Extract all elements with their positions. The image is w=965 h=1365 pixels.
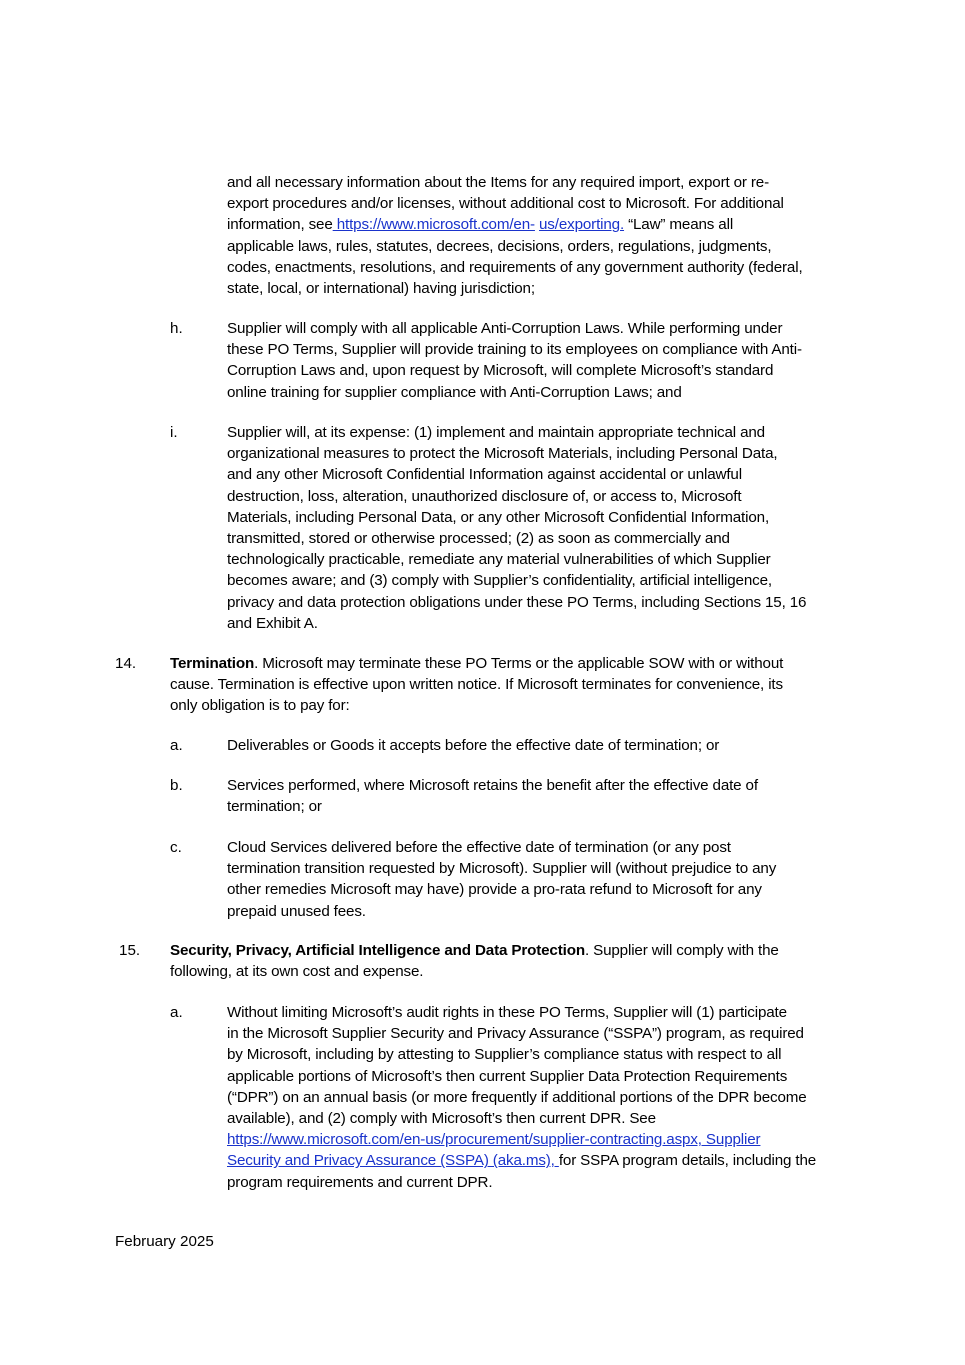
text-line: technologically practicable, remediate any material vulnerabilities of which Supplier bbox=[227, 551, 771, 569]
text-line: Cloud Services delivered before the effective date of termination (or any post bbox=[227, 839, 731, 856]
exporting-link[interactable]: https://www.microsoft.com/en- bbox=[332, 216, 535, 234]
text-line: other remedies Microsoft may have) provide a pro-rata refund to Microsoft for any bbox=[227, 881, 762, 899]
section-15-number: 15. bbox=[119, 942, 141, 959]
text-line: cause. Termination is effective upon written notice. If Microsoft terminates for convenience, its bbox=[170, 676, 783, 694]
supplier-contracting-link[interactable]: https://www.microsoft.com/en-us/procurement/supplier-contracting.aspx, Supplier bbox=[227, 1131, 761, 1149]
sspa-link[interactable]: Security and Privacy Assurance (SSPA) (aka.ms), bbox=[227, 1152, 559, 1170]
text-line bbox=[170, 653, 783, 674]
text-line: becomes aware; and (3) comply with Supplier’s confidentiality, artificial intelligence, bbox=[227, 572, 772, 590]
text-line: transmitted, stored or otherwise processed; (2) as soon as commercially and bbox=[227, 530, 730, 548]
text-line: termination transition requested by Microsoft). Supplier will (without prejudice to any bbox=[227, 860, 777, 878]
text-line bbox=[227, 214, 803, 235]
text-line bbox=[227, 1150, 816, 1171]
item-14c-marker: c. bbox=[170, 839, 182, 856]
item-h-marker: h. bbox=[170, 320, 183, 337]
text-line bbox=[170, 940, 779, 961]
exporting-link-continued[interactable]: us/exporting. bbox=[539, 216, 625, 234]
section-15-heading: Security, Privacy, Artificial Intelligence and Data Protection bbox=[170, 942, 585, 959]
text-line: Without limiting Microsoft’s audit rights in these PO Terms, Supplier will (1) participate bbox=[227, 1004, 787, 1021]
section-14-number: 14. bbox=[115, 655, 137, 672]
intro-paragraph bbox=[227, 172, 803, 299]
item-i-marker: i. bbox=[170, 424, 178, 441]
text-line: export procedures and/or licenses, without additional cost to Microsoft. For additional bbox=[227, 195, 784, 213]
text-line: destruction, loss, alteration, unauthorized disclosure of, or access to, Microsoft bbox=[227, 487, 742, 505]
text-line: Services performed, where Microsoft retains the benefit after the effective date of bbox=[227, 777, 758, 794]
text-line: prepaid unused fees. bbox=[227, 902, 366, 920]
item-14c-paragraph bbox=[227, 837, 776, 922]
text-line: available), and (2) comply with Microsoft’s then current DPR. See bbox=[227, 1110, 656, 1128]
item-15a-paragraph bbox=[227, 1002, 816, 1193]
text-line: Deliverables or Goods it accepts before the effective date of termination; or bbox=[227, 737, 720, 754]
item-i-paragraph bbox=[227, 422, 806, 634]
text-line: codes, enactments, resolutions, and requirements of any government authority (federal, bbox=[227, 258, 803, 276]
text-line: termination; or bbox=[227, 798, 322, 816]
text-line bbox=[227, 1129, 816, 1150]
text-line: applicable laws, rules, statutes, decrees, decisions, orders, regulations, judgments, bbox=[227, 237, 772, 255]
section-14-paragraph bbox=[170, 653, 783, 717]
item-14b-marker: b. bbox=[170, 777, 183, 794]
section-15-paragraph bbox=[170, 940, 779, 982]
item-14a-marker: a. bbox=[170, 737, 183, 754]
text-segment: . Microsoft may terminate these PO Terms or the applicable SOW with or without bbox=[254, 655, 784, 672]
item-15a-marker: a. bbox=[170, 1004, 183, 1021]
text-line: Supplier will, at its expense: (1) implement and maintain appropriate technical and bbox=[227, 424, 765, 441]
text-line: program requirements and current DPR. bbox=[227, 1173, 493, 1191]
footer-date: February 2025 bbox=[115, 1233, 214, 1250]
section-14-heading: Termination bbox=[170, 655, 255, 672]
text-line: following, at its own cost and expense. bbox=[170, 963, 424, 981]
item-h-paragraph bbox=[227, 318, 802, 403]
text-line: in the Microsoft Supplier Security and Privacy Assurance (“SSPA”) program, as required bbox=[227, 1025, 804, 1043]
text-line: these PO Terms, Supplier will provide training to its employees on compliance with Anti- bbox=[227, 341, 802, 359]
text-line: by Microsoft, including by attesting to Supplier’s compliance status with respect to all bbox=[227, 1046, 782, 1064]
text-line: state, local, or international) having jurisdiction; bbox=[227, 280, 535, 298]
text-line: organizational measures to protect the Microsoft Materials, including Personal Data, bbox=[227, 445, 778, 463]
text-line: Materials, including Personal Data, or any other Microsoft Confidential Information, bbox=[227, 508, 770, 526]
text-segment: information, see bbox=[227, 216, 333, 234]
item-14b-paragraph bbox=[227, 775, 758, 817]
text-segment: for SSPA program details, including the bbox=[558, 1152, 817, 1170]
text-line: only obligation is to pay for: bbox=[170, 697, 350, 715]
text-line: privacy and data protection obligations under these PO Terms, including Sections 15, 16 bbox=[227, 593, 807, 611]
text-segment: . Supplier will comply with the bbox=[584, 942, 779, 959]
text-line: and Exhibit A. bbox=[227, 614, 318, 632]
text-line: and all necessary information about the Items for any required import, export or re- bbox=[227, 174, 770, 191]
text-line: online training for supplier compliance with Anti-Corruption Laws; and bbox=[227, 383, 682, 401]
text-line: Supplier will comply with all applicable Anti-Corruption Laws. While performing under bbox=[227, 320, 783, 337]
text-line: Corruption Laws and, upon request by Microsoft, will complete Microsoft’s standard bbox=[227, 362, 774, 380]
text-line: (“DPR”) on an annual basis (or more frequently if additional portions of the DPR become bbox=[227, 1088, 807, 1106]
text-line: and any other Microsoft Confidential Information against accidental or unlawful bbox=[227, 466, 742, 484]
text-segment: “Law” means all bbox=[624, 216, 734, 234]
item-14a-paragraph bbox=[227, 735, 719, 756]
text-line: applicable portions of Microsoft’s then current Supplier Data Protection Requirements bbox=[227, 1067, 788, 1085]
